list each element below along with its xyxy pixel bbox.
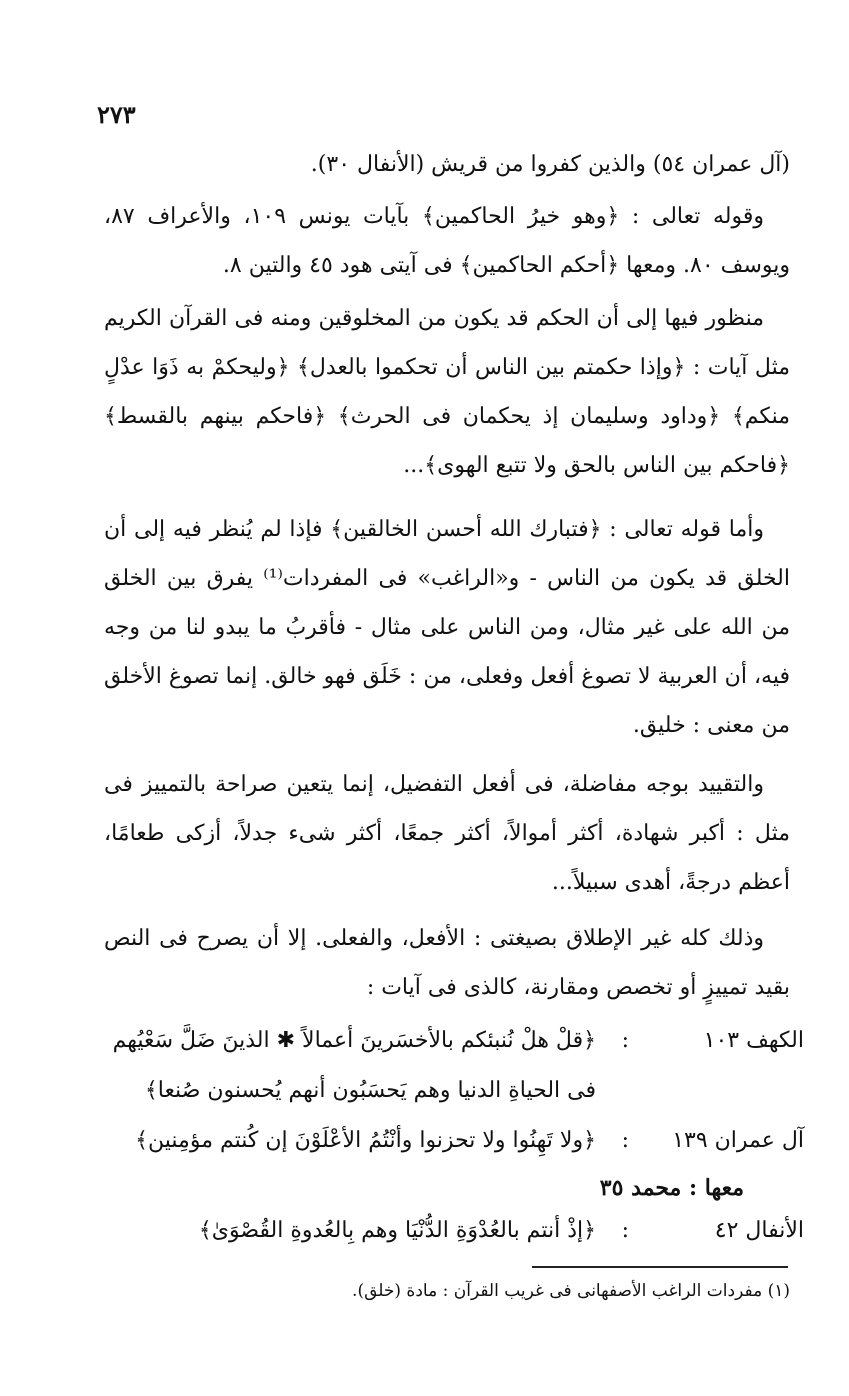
paragraph-2: وقوله تعالى : ﴿وهو خيرُ الحاكمين﴾ بآيات يونس ١٠٩، والأعراف ٨٧، ويوسف ٨٠. ومعها ﴿أحكم الحاكمين﴾ فى آيتى هود ٤٥ والتين ٨. — [104, 204, 790, 278]
page-number: ٢٧٣ — [97, 100, 136, 129]
footnote-divider — [532, 1266, 788, 1268]
verse-colon: : — [621, 1128, 629, 1153]
verse-row-anfal — [104, 1208, 804, 1253]
verse-text: ﴿إذْ أنتم بالعُدْوَةِ الدُّنْيَا وهم بِالعُدوةِ القُصْوَىٰ﴾ — [198, 1218, 596, 1243]
verse-source: الأنفال ٤٢ — [714, 1218, 804, 1243]
paragraph-6: وذلك كله غير الإطلاق بصيغتى : الأفعل، والفعلى. إلا أن يصرح فى النص بقيد تمييزٍ أو تخصص ومقارنة، كالذى فى آيات : — [104, 926, 790, 1000]
paragraph-1: (آل عمران ٥٤) والذين كفروا من قريش (الأنفال ٣٠). — [310, 152, 790, 177]
verse-row-kahf — [104, 1018, 804, 1063]
paragraph-4: وأما قوله تعالى : ﴿فتبارك الله أحسن الخالقين﴾ فإذا لم يُنظر فيه إلى أن الخلق قد يكون من الناس - و«الراغب» فى المفردات⁽¹⁾ يفرق بين الخلق من الله على غير مثال، ومن الناس على مثال - فأقربُ ما يبدو لنا من وجه فيه، أن العربية لا تصوغ أفعل وفعلى، من : خَلَق فهو خالق. إنما تصوغ الأخلق من معنى : خليق. — [104, 517, 790, 738]
verse-source: الكهف ١٠٣ — [703, 1028, 804, 1053]
verse-colon: : — [621, 1218, 629, 1243]
verse-text-continued: فى الحياةِ الدنيا وهم يَحسَبُون أنهم يُحسنون صُنعا﴾ — [144, 1078, 596, 1103]
paragraph-5: والتقييد بوجه مفاضلة، فى أفعل التفضيل، إنما يتعين صراحة بالتمييز فى مثل : أكبر شهادة، أكثر أموالاً، أكثر جمعًا، أكثر شىء جدلاً، أزكى طعامًا، أعظم درجةً، أهدى سبيلاً... — [104, 772, 790, 895]
paragraph-3: منظور فيها إلى أن الحكم قد يكون من المخلوقين ومنه فى القرآن الكريم مثل آيات : ﴿وإذا حكمتم بين الناس أن تحكموا بالعدل﴾ ﴿وليحكمْ به ذَوَا عدْلٍ منكم﴾ ﴿وداود وسليمان إذ يحكمان فى الحرث﴾ ﴿فاحكم بينهم بالقسط﴾ ﴿فاحكم بين الناس بالحق ولا تتبع الهوى﴾... — [104, 306, 790, 478]
verse-text: ﴿ولا تَهِنُوا ولا تحزنوا وأنْتُمُ الأعْلَوْنَ إن كُنتم مؤمِنين﴾ — [135, 1128, 596, 1153]
footnote: (١) مفردات الراغب الأصفهانى فى غريب القرآن : مادة (خلق). — [352, 1281, 790, 1301]
verse-source: آل عمران ١٣٩ — [672, 1128, 804, 1153]
verse-row-also — [104, 1166, 804, 1211]
verse-colon: : — [621, 1028, 629, 1053]
verse-row-kahf-continued — [104, 1068, 804, 1113]
verse-row-al-imran — [104, 1118, 804, 1163]
verse-text: ﴿قلْ هلْ نُنبئكم بالأخسَرينَ أعمالاً ✱ الذينَ ضَلَّ سَعْيُهم — [112, 1028, 596, 1053]
verse-cross-reference: معها : محمد ٣٥ — [599, 1175, 744, 1201]
